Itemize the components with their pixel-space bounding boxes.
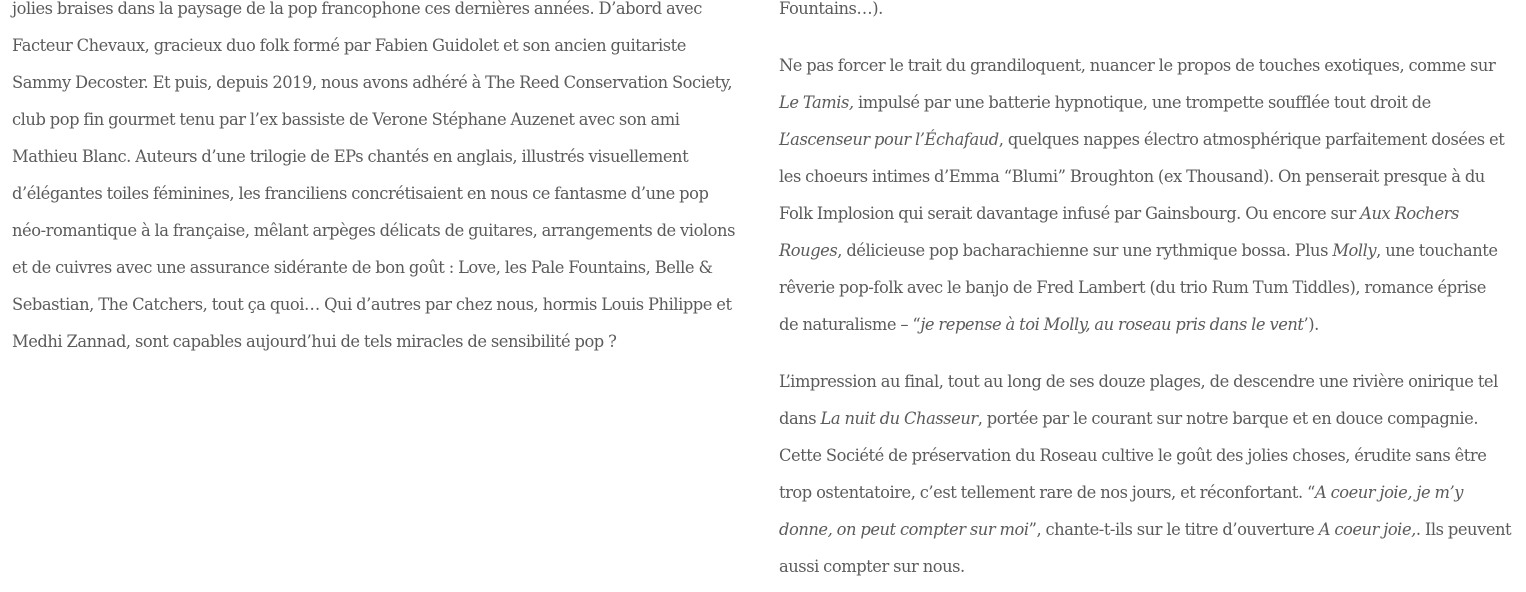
paragraph-line <box>779 511 1524 548</box>
paragraph-line <box>779 306 1524 343</box>
text-run: dans <box>779 409 821 428</box>
text-run: de naturalisme – “ <box>779 315 921 334</box>
text-run: Folk Implosion qui serait davantage infusé par Gainsbourg. Ou encore sur <box>779 204 1361 223</box>
text-run: ”, chante-t-ils sur le titre d’ouverture <box>1028 520 1319 539</box>
italic-title: A coeur joie, <box>1318 520 1416 539</box>
paragraph-line <box>779 121 1524 158</box>
article-right-column <box>779 0 1524 585</box>
paragraph-line: Sammy Decoster. Et puis, depuis 2019, nous avons adhéré à The Reed Conservation Society, <box>12 73 733 92</box>
italic-quote: je repense à toi Molly, au roseau pris dans le vent <box>920 315 1304 334</box>
paragraph-line <box>779 84 1524 121</box>
paragraph-line: Cette Société de préservation du Roseau cultive le goût des jolies choses, érudite sans être <box>779 446 1487 465</box>
text-run: ’). <box>1303 315 1319 334</box>
paragraph-line: Sebastian, The Catchers, tout ça quoi… Qui d’autres par chez nous, hormis Louis Philippe et <box>12 295 732 314</box>
paragraph-line: Fountains…). <box>779 0 883 18</box>
paragraph-line: Medhi Zannad, sont capables aujourd’hui de tels miracles de sensibilité pop ? <box>12 332 617 351</box>
italic-quote: donne, on peut compter sur moi <box>779 520 1029 539</box>
italic-quote: A coeur joie, je m’y <box>1314 483 1463 502</box>
paragraph-line: et de cuivres avec une assurance sidérante de bon goût : Love, les Pale Fountains, Belle & <box>12 258 713 277</box>
italic-title: Rouges <box>779 241 838 260</box>
article-left-column <box>12 0 760 360</box>
paragraph-line: Mathieu Blanc. Auteurs d’une trilogie de EPs chantés en anglais, illustrés visuellement <box>12 147 689 166</box>
paragraph-line <box>779 195 1524 232</box>
text-run: trop ostentatoire, c’est tellement rare de nos jours, et réconfortant. “ <box>779 483 1315 502</box>
paragraph-line: les choeurs intimes d’Emma “Blumi” Broughton (ex Thousand). On penserait presque à du <box>779 167 1485 186</box>
text-run: . Ils peuvent <box>1415 520 1512 539</box>
paragraph-line: L’impression au final, tout au long de ses douze plages, de descendre une rivière onirique tel <box>779 372 1498 391</box>
paragraph-line: club pop fin gourmet tenu par l’ex bassiste de Verone Stéphane Auzenet avec son ami <box>12 110 680 129</box>
text-run: , une touchante <box>1376 241 1498 260</box>
italic-title: Molly <box>1332 241 1377 260</box>
text-run: , quelques nappes électro atmosphérique parfaitement dosées et <box>998 130 1505 149</box>
text-run: , portée par le courant sur notre barque et en douce compagnie. <box>977 409 1479 428</box>
text-run: , délicieuse pop bacharachienne sur une rythmique bossa. Plus <box>837 241 1333 260</box>
paragraph-line <box>779 232 1524 269</box>
paragraph-gap <box>779 27 1524 47</box>
paragraph-gap <box>779 343 1524 363</box>
paragraph-line: d’élégantes toiles féminines, les franciliens concrétisaient en nous ce fantasme d’une pop <box>12 184 709 203</box>
paragraph-line: Facteur Chevaux, gracieux duo folk formé par Fabien Guidolet et son ancien guitariste <box>12 36 686 55</box>
paragraph-line: aussi compter sur nous. <box>779 557 965 576</box>
paragraph-line <box>779 400 1524 437</box>
paragraph-line: Ne pas forcer le trait du grandiloquent, nuancer le propos de touches exotiques, comme sur <box>779 56 1496 75</box>
paragraph-line: rêverie pop-folk avec le banjo de Fred Lambert (du trio Rum Tum Tiddles), romance éprise <box>779 278 1486 297</box>
text-run: impulsé par une batterie hypnotique, une trompette soufflée tout droit de <box>853 93 1431 112</box>
italic-title: Le Tamis, <box>779 93 854 112</box>
italic-title: Aux Rochers <box>1360 204 1459 223</box>
italic-title: L’ascenseur pour l’Échafaud <box>779 130 999 149</box>
paragraph-line: néo-romantique à la française, mêlant arpèges délicats de guitares, arrangements de violons <box>12 221 735 240</box>
italic-title: La nuit du Chasseur <box>820 409 978 428</box>
paragraph-line <box>779 474 1524 511</box>
paragraph-line: jolies braises dans la paysage de la pop francophone ces dernières années. D’abord avec <box>12 0 702 18</box>
